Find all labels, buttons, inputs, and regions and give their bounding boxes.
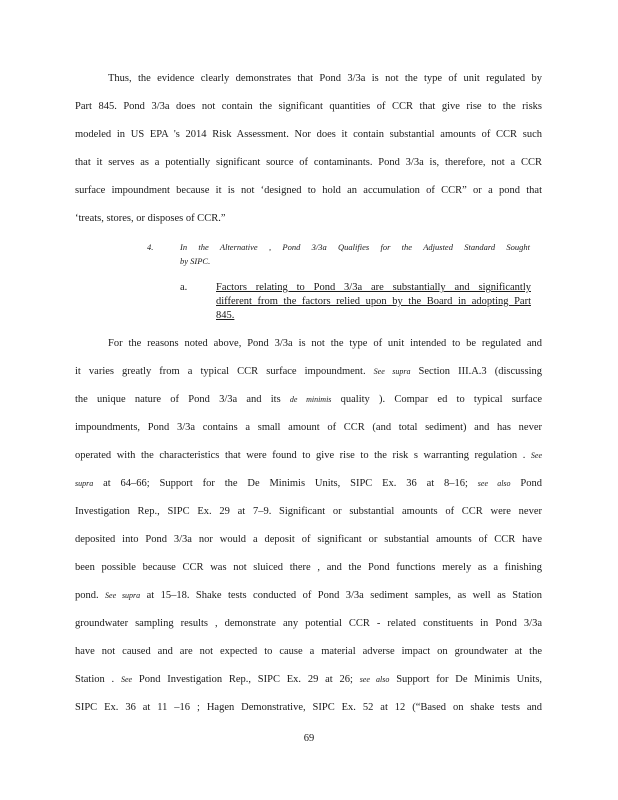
paragraph-2-line-1: For the reasons noted above, Pond 3/3a is not the type of unit intended to be regulated and xyxy=(108,338,542,349)
italic-term: de minimis xyxy=(289,395,332,404)
text-run: Pond Investigation Rep., SIPC Ex. 29 at 26; xyxy=(138,674,353,685)
subheading-line-2: different from the factors relied upon by the Board in adopting Part xyxy=(216,296,531,307)
paragraph-2-line-9: been possible because CCR was not sluiced there , and the Pond functions merely as a finishing xyxy=(75,562,542,573)
citation-signal: see also xyxy=(477,479,511,488)
paragraph-2-line-4: impoundments, Pond 3/3a contains a small amount of CCR (and total sediment) and has never xyxy=(75,422,542,433)
citation-signal: supra xyxy=(75,479,94,488)
citation-signal: See supra xyxy=(105,591,141,600)
section-heading-4 xyxy=(147,240,537,268)
paragraph-2-line-2 xyxy=(75,365,542,379)
page-number: 69 xyxy=(303,733,315,744)
heading-line-2: by SIPC. xyxy=(180,256,211,266)
text-run: at 15–18. Shake tests conducted of Pond 3/3a sediment samples, as well as Station xyxy=(146,590,543,601)
text-run: Pond xyxy=(520,478,542,489)
text-run: the unique nature of Pond 3/3a and its xyxy=(75,394,281,405)
citation-signal: See supra xyxy=(373,367,411,376)
paragraph-1-line-4: that it serves as a potentially significant source of contaminants. Pond 3/3a is, therefore, not a CCR xyxy=(75,157,542,168)
text-run: it varies greatly from a typical CCR surface impoundment. xyxy=(75,366,366,377)
subheading-line-3: 845. xyxy=(216,310,235,321)
paragraph-1-line-1: Thus, the evidence clearly demonstrates that Pond 3/3a is not the type of unit regulated by xyxy=(108,73,542,84)
text-run: quality ). Compar ed to typical surface xyxy=(340,394,543,405)
paragraph-1-line-2: Part 845. Pond 3/3a does not contain the significant quantities of CCR that give rise to the risks xyxy=(75,101,542,112)
text-run: Section III.A.3 (discussing xyxy=(418,366,543,377)
paragraph-2-line-8: deposited into Pond 3/3a nor would a deposit of significant or substantial amounts of CCR have xyxy=(75,534,542,545)
paragraph-2-line-10 xyxy=(75,589,542,603)
citation-signal: see also xyxy=(359,675,390,684)
paragraph-1-line-5: surface impoundment because it is not ‘designed to hold an accumulation of CCR” or a pond that xyxy=(75,185,542,196)
citation-signal: See xyxy=(530,451,543,460)
text-run: operated with the characteristics that were found to give rise to the risk s warranting regulation . xyxy=(75,450,526,461)
paragraph-1-line-6: ‘treats, stores, or disposes of CCR.” xyxy=(75,213,226,224)
paragraph-2-line-7: Investigation Rep., SIPC Ex. 29 at 7–9. Significant or substantial amounts of CCR were never xyxy=(75,506,542,517)
paragraph-2-line-3 xyxy=(75,393,542,407)
paragraph-2-line-13 xyxy=(75,673,542,687)
paragraph-2-line-5 xyxy=(75,449,542,463)
paragraph-2-line-14: SIPC Ex. 36 at 11 –16 ; Hagen Demonstrative, SIPC Ex. 52 at 12 (“Based on shake tests and xyxy=(75,702,542,713)
heading-number: 4. xyxy=(147,242,154,252)
paragraph-2-line-6 xyxy=(75,477,542,491)
subheading-letter: a. xyxy=(180,282,188,293)
subheading-line-1: Factors relating to Pond 3/3a are substantially and significantly xyxy=(216,282,531,293)
text-run: Station . xyxy=(75,674,115,685)
paragraph-2-line-12: have not caused and are not expected to cause a material adverse impact on groundwater at the xyxy=(75,646,542,657)
text-run: at 64–66; Support for the De Minimis Units, SIPC Ex. 36 at 8–16; xyxy=(103,478,468,489)
text-run: Support for De Minimis Units, xyxy=(396,674,543,685)
paragraph-2-line-11: groundwater sampling results , demonstrate any potential CCR - related constituents in Pond 3/3a xyxy=(75,618,542,629)
paragraph-1-line-3: modeled in US EPA 's 2014 Risk Assessment. Nor does it contain substantial amounts of CCR such xyxy=(75,129,542,140)
text-run: pond. xyxy=(75,590,99,601)
heading-line-1: In the Alternative , Pond 3/3a Qualifies for the Adjusted Standard Sought xyxy=(180,242,530,252)
citation-signal: See xyxy=(120,675,133,684)
